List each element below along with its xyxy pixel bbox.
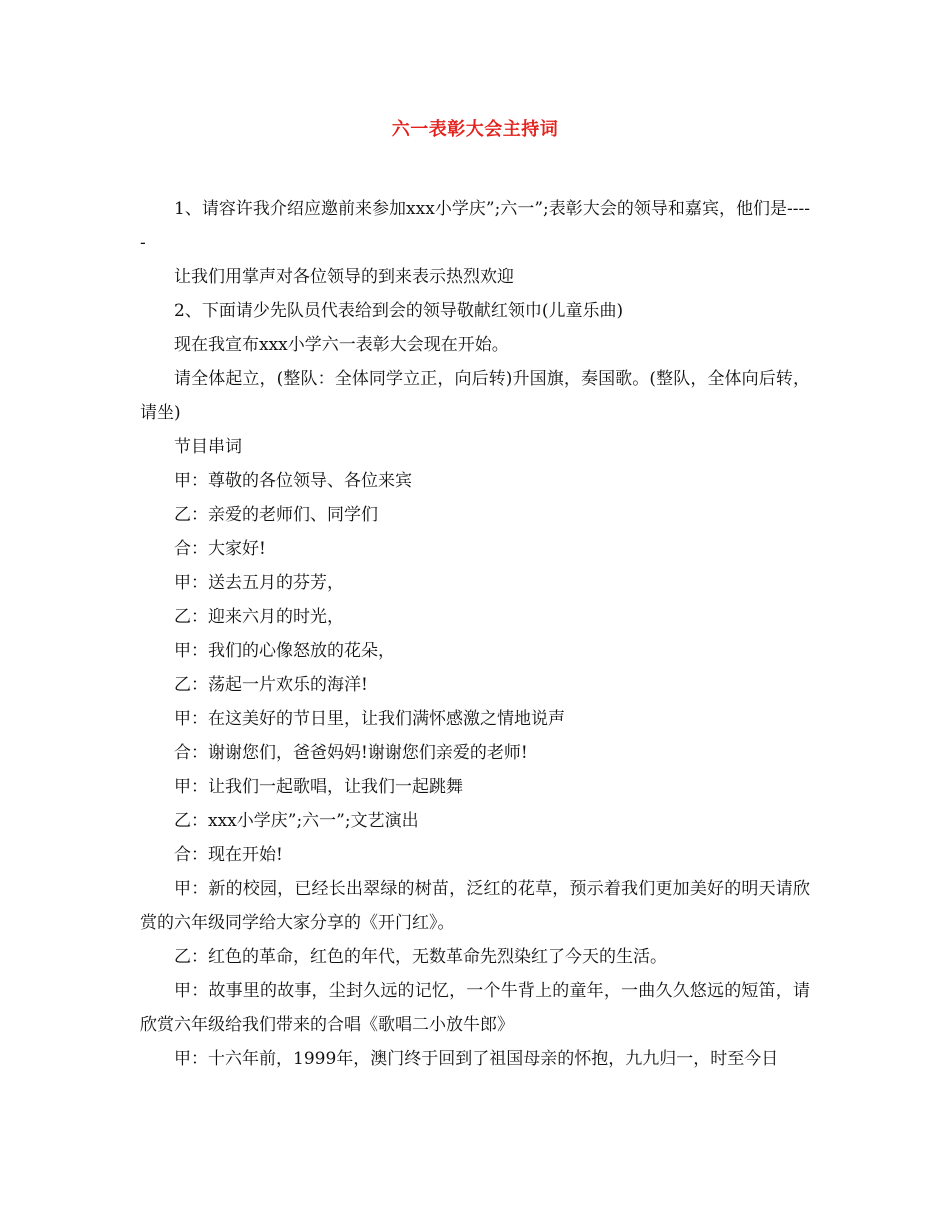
paragraph: 乙：红色的革命，红色的年代，无数革命先烈染红了今天的生活。 — [174, 947, 667, 968]
paragraph: 2、下面请少先队员代表给到会的领导敬献红领巾(儿童乐曲) — [174, 301, 624, 322]
paragraph: 1、请容许我介绍应邀前来参加xxx小学庆”;六一”;表彰大会的领导和嘉宾，他们是----- — [140, 199, 810, 254]
paragraph: 请全体起立，(整队：全体同学立正，向后转)升国旗，奏国歌。(整队，全体向后转，请坐) — [140, 369, 810, 424]
paragraph: 乙：迎来六月的时光， — [174, 607, 344, 628]
paragraph: 乙：荡起一片欢乐的海洋! — [174, 675, 368, 696]
paragraph: 甲：我们的心像怒放的花朵， — [174, 641, 395, 662]
paragraph: 甲：送去五月的芬芳， — [174, 573, 344, 594]
paragraph: 甲：新的校园，已经长出翠绿的树苗，泛红的花草，预示着我们更加美好的明天请欣赏的六年级同学给大家分享的《开门红》。 — [140, 879, 810, 934]
document-title: 六一表彰大会主持词 — [391, 119, 559, 140]
paragraph: 甲：十六年前，1999年，澳门终于回到了祖国母亲的怀抱，九九归一，时至今日 — [174, 1049, 779, 1070]
paragraph: 甲：尊敬的各位领导、各位来宾 — [174, 471, 412, 492]
paragraph: 让我们用掌声对各位领导的到来表示热烈欢迎 — [174, 267, 514, 288]
paragraph: 乙：亲爱的老师们、同学们 — [174, 505, 378, 526]
paragraph: 合：现在开始! — [174, 845, 283, 866]
paragraph: 甲：让我们一起歌唱，让我们一起跳舞 — [174, 777, 463, 798]
paragraph: 节目串词 — [174, 437, 242, 458]
document-body — [140, 192, 810, 1076]
paragraph: 甲：故事里的故事，尘封久远的记忆，一个牛背上的童年，一曲久久悠远的短笛，请欣赏六年级给我们带来的合唱《歌唱二小放牛郎》 — [140, 981, 810, 1036]
paragraph: 甲：在这美好的节日里，让我们满怀感激之情地说声 — [174, 709, 565, 730]
paragraph: 现在我宣布xxx小学六一表彰大会现在开始。 — [174, 335, 509, 356]
paragraph: 合：谢谢您们，爸爸妈妈!谢谢您们亲爱的老师! — [174, 743, 528, 764]
paragraph: 乙：xxx小学庆”;六一”;文艺演出 — [174, 811, 419, 832]
paragraph: 合：大家好! — [174, 539, 266, 560]
